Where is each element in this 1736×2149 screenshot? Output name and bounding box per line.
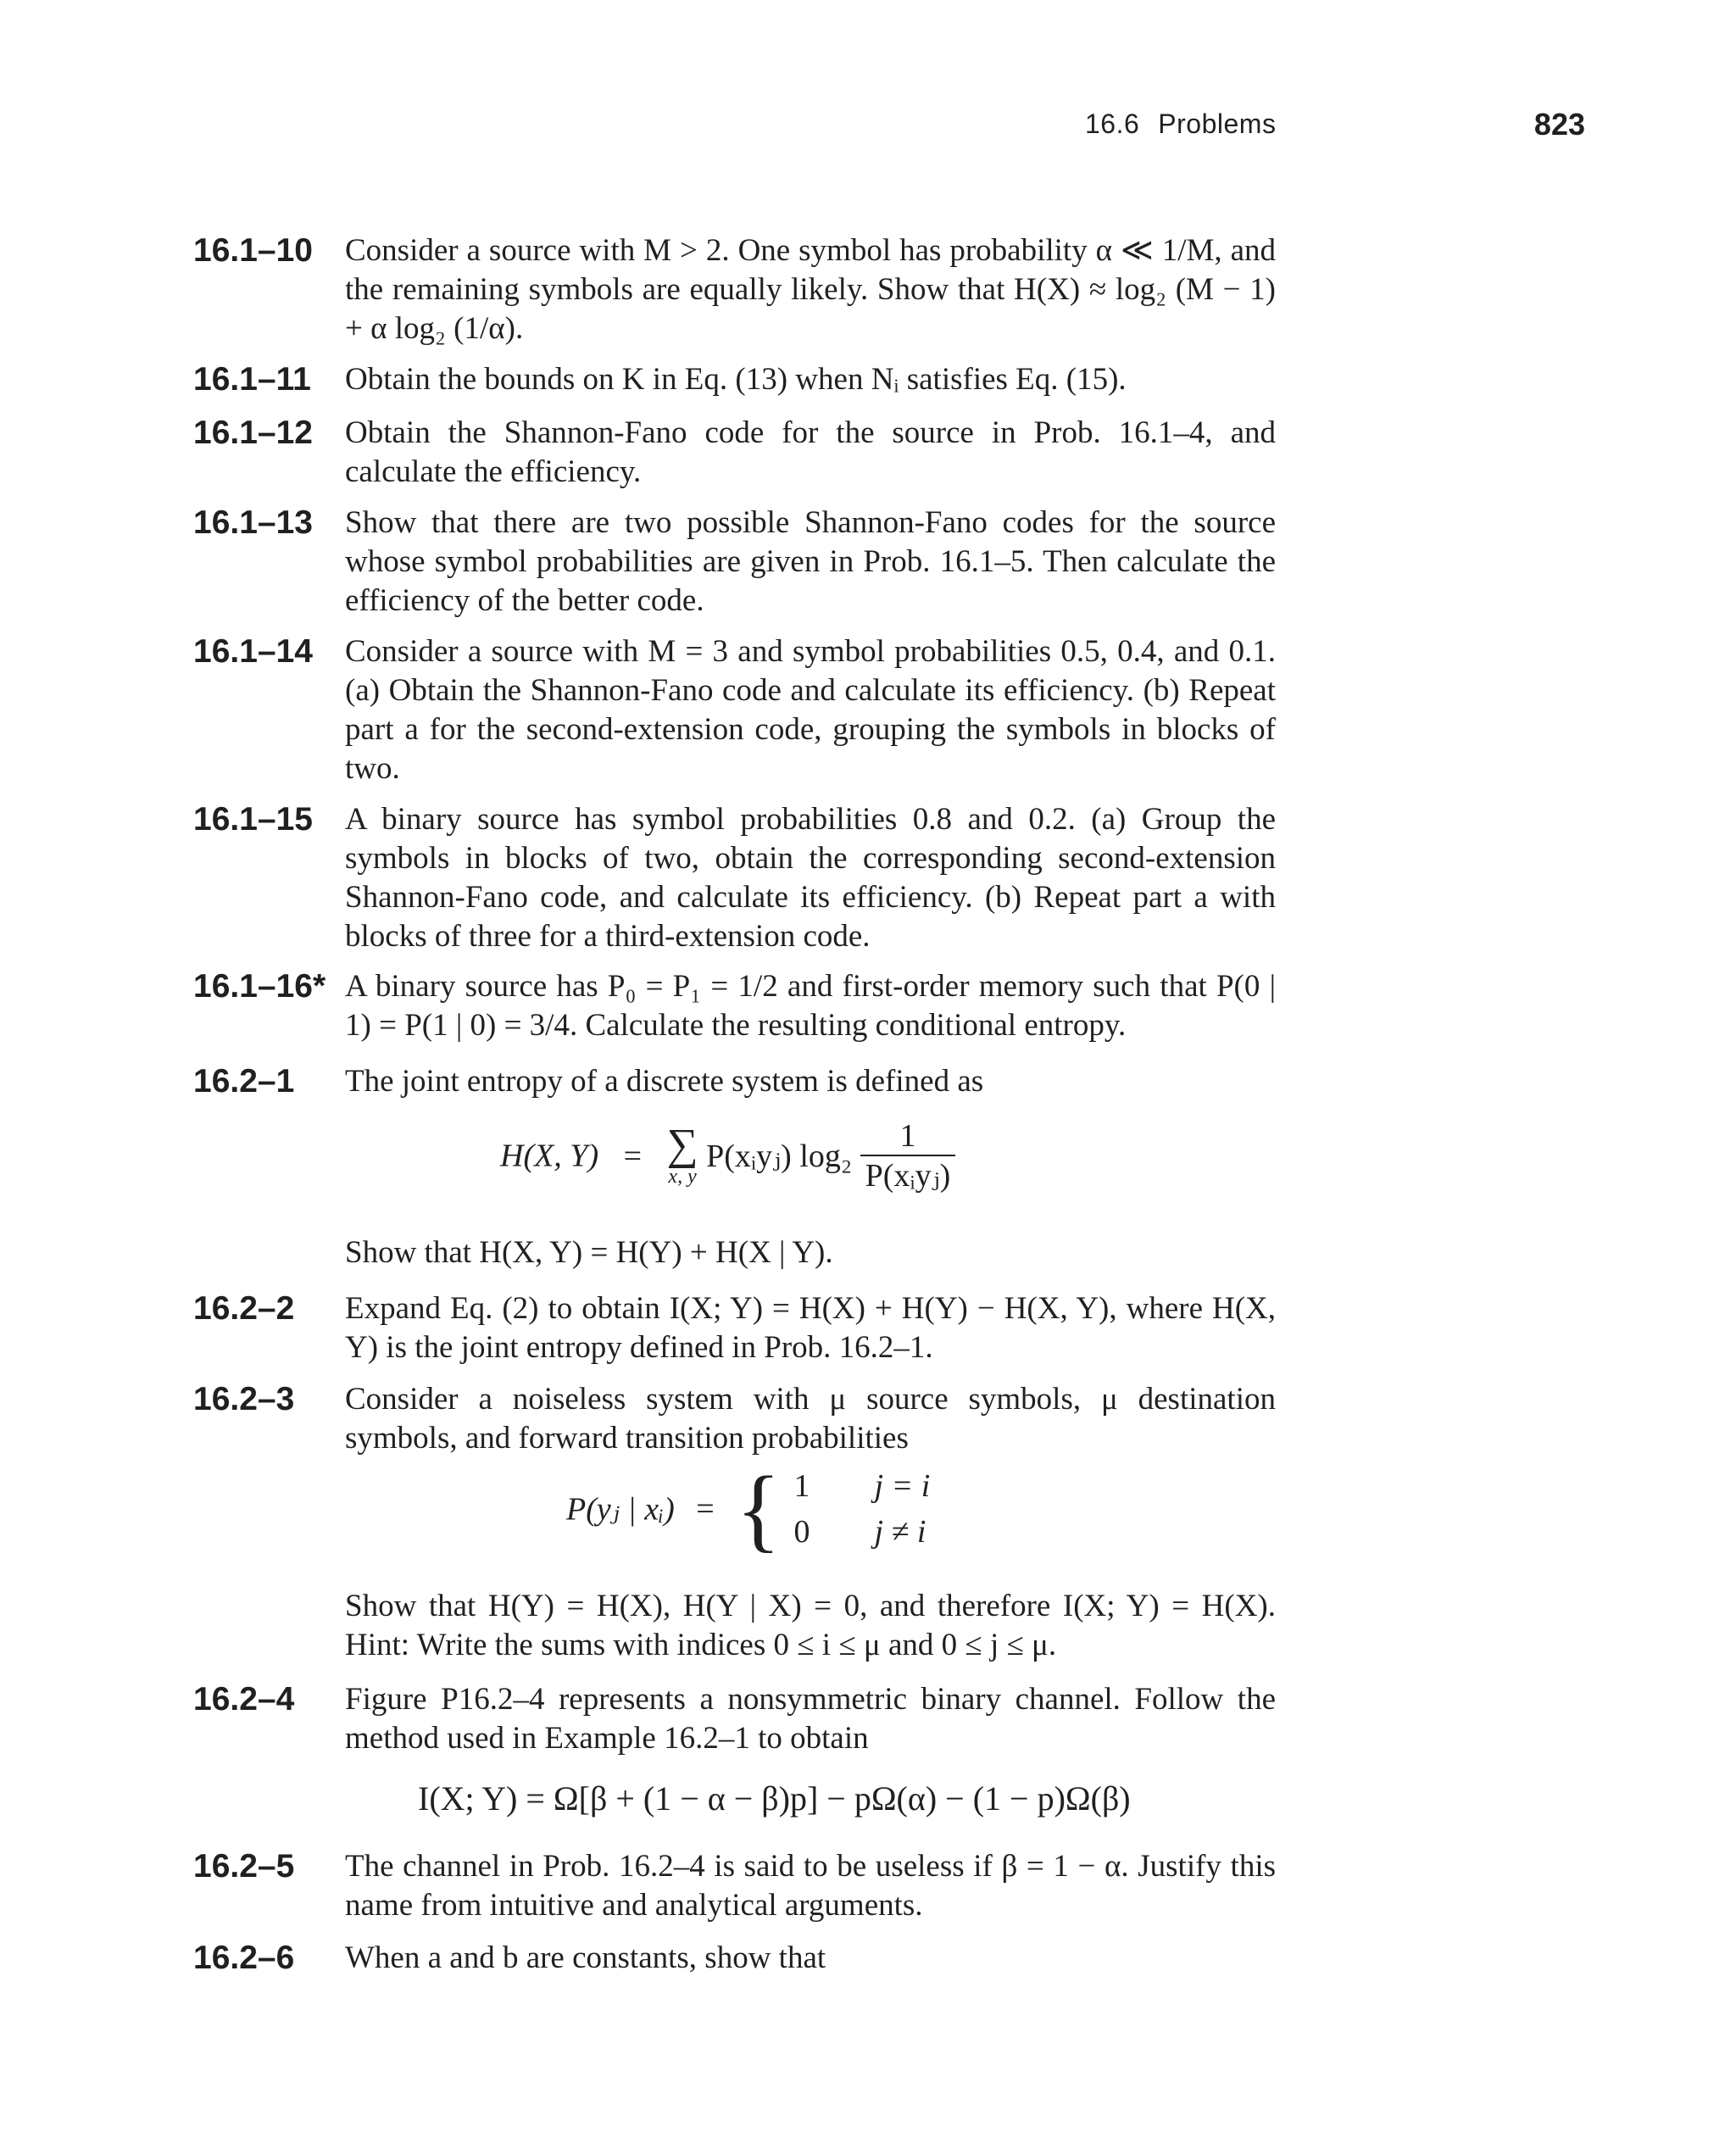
problem-text: Expand Eq. (2) to obtain I(X; Y) = H(X) + H(Y) − H(X, Y), where H(X, Y) is the joint entropy defined in Prob. 16.2–1. (345, 1291, 1276, 1365)
left-brace: { (736, 1457, 781, 1561)
eq-equals: = (623, 1138, 643, 1174)
case-row (789, 1509, 944, 1555)
problem-text: A binary source has P₀ = P₁ = 1/2 and first-order memory such that P(0 | 1) = P(1 | 0) = 3/4. Calculate the resulting conditional entropy. (345, 969, 1276, 1043)
frac-denominator: P(xᵢyⱼ) (865, 1158, 951, 1194)
page-number: 823 (1533, 107, 1585, 142)
problem-number: 16.2–5 (193, 1848, 295, 1885)
problem-text-followup: Show that H(Y) = H(X), H(Y | X) = 0, and therefore I(X; Y) = H(X). Hint: Write the sums with indices 0 ≤ i ≤ μ and 0 ≤ j ≤ μ. (345, 1589, 1276, 1662)
eq-term: P(xᵢyⱼ) log₂ (706, 1139, 853, 1174)
problem-text: When a and b are constants, show that (345, 1940, 826, 1975)
cases-table (789, 1463, 944, 1555)
section-number: 16.6 (1085, 109, 1140, 139)
sum-limit: x, y (668, 1165, 697, 1188)
frac-numerator: 1 (860, 1117, 956, 1156)
problem-text: Consider a source with M = 3 and symbol probabilities 0.5, 0.4, and 0.1. (a) Obtain the Shannon-Fano code and calculate its efficiency. (b) Repeat part a for the second-extension code, grouping the symbols in blocks of two. (345, 634, 1276, 786)
mutual-information-equation: I(X; Y) = Ω[β + (1 − α − β)p] − pΩ(α) − (1 − p)Ω(β) (418, 1779, 1131, 1818)
problem-number: 16.2–1 (193, 1063, 295, 1100)
problem-number: 16.1–12 (193, 415, 313, 451)
section-title: Problems (1158, 109, 1277, 139)
problem-text: Consider a noiseless system with μ source symbols, μ destination symbols, and forward transition probabilities (345, 1382, 1276, 1456)
problem-text-followup: Show that H(X, Y) = H(Y) + H(X | Y). (345, 1235, 833, 1270)
problem-number: 16.2–6 (193, 1940, 295, 1976)
case-value: 0 (793, 1514, 810, 1550)
problem-text: Obtain the Shannon-Fano code for the source in Prob. 16.1–4, and calculate the efficiency. (345, 415, 1276, 489)
eq-fraction (860, 1117, 956, 1194)
problem-text: Obtain the bounds on K in Eq. (13) when Nᵢ satisfies Eq. (15). (345, 362, 1127, 397)
problem-number: 16.1–10 (193, 232, 313, 269)
case-row (789, 1463, 944, 1509)
running-head (1085, 109, 1585, 151)
case-condition: j = i (874, 1468, 931, 1504)
problem-number: 16.2–3 (193, 1381, 295, 1417)
problem-text: Show that there are two possible Shannon-Fano codes for the source whose symbol probabilities are given in Prob. 16.1–5. Then calculate the efficiency of the better code. (345, 505, 1276, 618)
transition-probability-equation (566, 1457, 943, 1561)
joint-entropy-equation (500, 1117, 955, 1194)
eq-lhs: H(X, Y) (500, 1138, 599, 1174)
problem-number: 16.2–4 (193, 1681, 295, 1718)
problem-text: A binary source has symbol probabilities 0.8 and 0.2. (a) Group the symbols in blocks of two, obtain the corresponding second-extension Shannon-Fano code, and calculate its efficiency. (b) Repeat part a with blocks of three for a third-extension code. (345, 802, 1276, 954)
problem-number: 16.1–13 (193, 504, 313, 541)
problem-text: The channel in Prob. 16.2–4 is said to be useless if β = 1 − α. Justify this name from intuitive and analytical arguments. (345, 1849, 1276, 1923)
problem-number: 16.1–11 (193, 361, 311, 398)
problem-number: 16.1–14 (193, 633, 313, 670)
problem-text: The joint entropy of a discrete system is defined as (345, 1064, 984, 1099)
case-condition: j ≠ i (874, 1514, 926, 1550)
problem-text: Figure P16.2–4 represents a nonsymmetric binary channel. Follow the method used in Example 16.2–1 to obtain (345, 1682, 1276, 1756)
section-heading (1085, 109, 1276, 140)
problem-number: 16.1–15 (193, 801, 313, 838)
problem-number: 16.1–16* (193, 968, 326, 1005)
eq-equals: = (696, 1491, 715, 1527)
case-value: 1 (793, 1468, 810, 1504)
eq-lhs: P(yⱼ | xᵢ) (566, 1491, 675, 1528)
sum-symbol: ∑ x, y (666, 1120, 698, 1188)
problem-text: Consider a source with M > 2. One symbol has probability α ≪ 1/M, and the remaining symbols are equally likely. Show that H(X) ≈ log₂ (M − 1) + α log₂ (1/α). (345, 233, 1276, 346)
problem-number: 16.2–2 (193, 1290, 295, 1327)
